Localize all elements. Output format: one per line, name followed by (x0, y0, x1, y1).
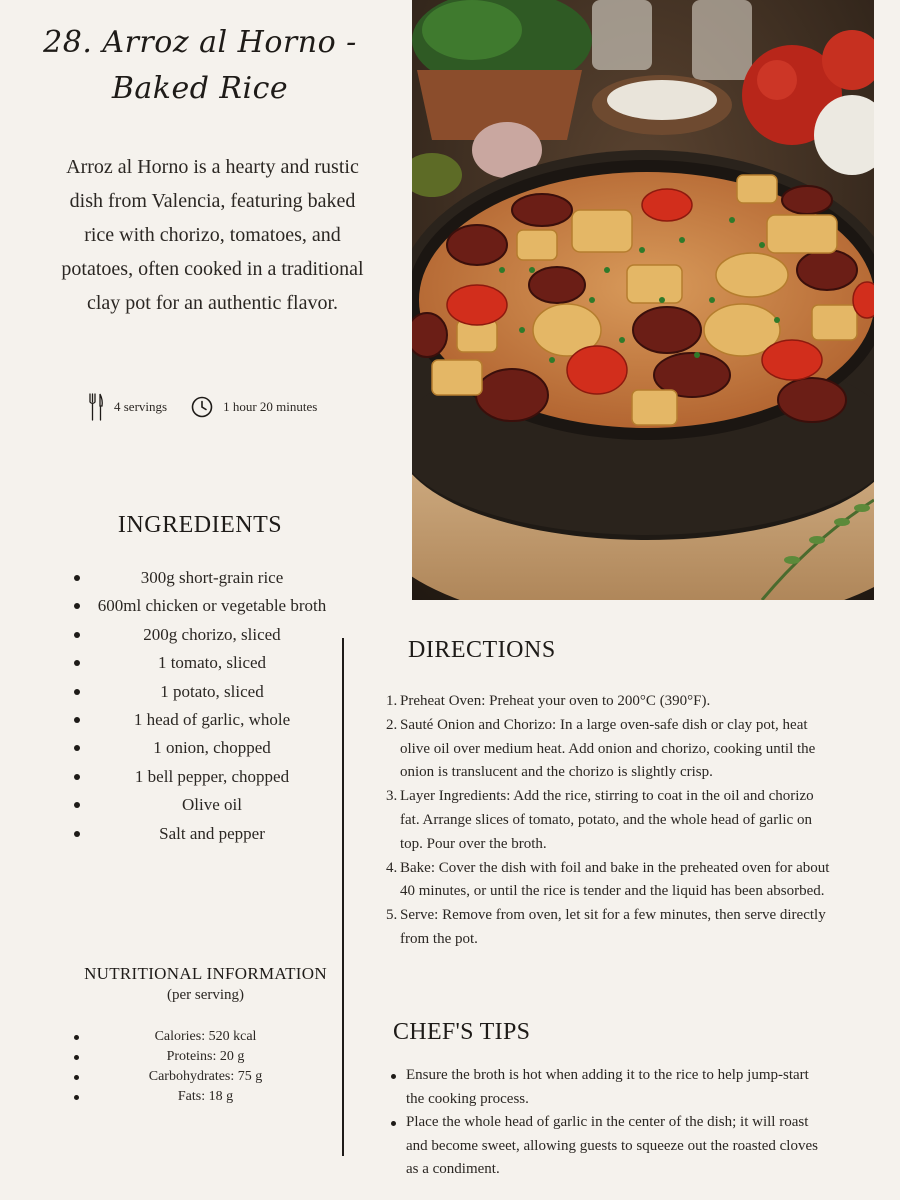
ingredient-item: 1 bell pepper, chopped (68, 763, 348, 791)
nutrition-item: Fats: 18 g (68, 1087, 343, 1107)
servings-label: 4 servings (114, 399, 168, 414)
step-text: Layer Ingredients: Add the rice, stirring to coat in the oil and chorizo fat. Arrange slices of tomato, potato, and the whole head of garlic on top. Pour over the broth. (400, 788, 814, 852)
nutrition-item: Carbohydrates: 75 g (68, 1067, 343, 1087)
baked-rice-dish-photo (412, 0, 874, 600)
ingredient-item: Salt and pepper (68, 820, 348, 848)
direction-step (386, 785, 831, 856)
recipe-title-line-1: 28. Arroz al Horno - (43, 25, 357, 60)
step-text: Serve: Remove from oven, let sit for a few minutes, then serve directly from the pot. (400, 907, 826, 947)
ingredients-list (68, 564, 348, 848)
step-number: 2. (386, 716, 398, 733)
tip-item: Place the whole head of garlic in the center of the dish; it will roast and become sweet, allowing guests to squeeze out the roasted cloves as a condiment. (386, 1111, 826, 1182)
clock-icon (191, 396, 213, 418)
time-info (191, 396, 317, 418)
ingredient-item: Olive oil (68, 791, 348, 819)
direction-step (386, 904, 831, 952)
time-label: 1 hour 20 minutes (223, 399, 318, 414)
column-divider (342, 638, 344, 1156)
chefs-tips-list (386, 1064, 826, 1182)
directions-title: DIRECTIONS (408, 637, 556, 663)
recipe-title-line-2: Baked Rice (111, 71, 289, 106)
ingredient-item: 1 potato, sliced (68, 678, 348, 706)
step-number: 4. (386, 859, 398, 876)
dish-illustration (412, 0, 874, 600)
ingredient-item: 1 onion, chopped (68, 734, 348, 762)
ingredient-item: 600ml chicken or vegetable broth (68, 592, 348, 620)
fork-knife-icon (88, 392, 104, 422)
ingredient-item: 300g short-grain rice (68, 564, 348, 592)
nutrition-list (68, 1027, 343, 1107)
ingredients-title: INGREDIENTS (117, 512, 283, 538)
nutrition-item: Calories: 520 kcal (68, 1027, 343, 1047)
nutrition-subtitle: (per serving) (166, 987, 245, 1003)
direction-step (386, 714, 831, 785)
recipe-title (40, 20, 360, 112)
step-number: 3. (386, 788, 398, 805)
ingredient-item: 1 head of garlic, whole (68, 706, 348, 734)
step-number: 1. (386, 693, 398, 709)
recipe-intro: Arroz al Horno is a hearty and rustic dish from Valencia, featuring baked rice with chorizo, tomatoes, and potatoes, often cooked in a traditional clay pot for an authentic flavor. (61, 156, 364, 314)
nutrition-item: Proteins: 20 g (68, 1047, 343, 1067)
chefs-tips-title: CHEF'S TIPS (393, 1019, 531, 1045)
servings-info (88, 392, 167, 422)
recipe-meta (88, 392, 341, 422)
directions-list (386, 690, 831, 952)
nutrition-title: NUTRITIONAL INFORMATION (84, 964, 327, 983)
step-text: Sauté Onion and Chorizo: In a large oven-safe dish or clay pot, heat olive oil over medium heat. Add onion and chorizo, cooking until the onion is translucent and the chorizo is slightly crisp. (400, 716, 816, 781)
step-text: Preheat Oven: Preheat your oven to 200°C (390°F). (400, 693, 711, 709)
step-number: 5. (386, 907, 398, 924)
direction-step (386, 690, 831, 714)
ingredient-item: 1 tomato, sliced (68, 649, 348, 677)
direction-step (386, 857, 831, 905)
step-text: Bake: Cover the dish with foil and bake in the preheated oven for about 40 minutes, or until the rice is tender and the liquid has been absorbed. (400, 859, 830, 900)
ingredient-item: 200g chorizo, sliced (68, 621, 348, 649)
tip-item: Ensure the broth is hot when adding it to the rice to help jump-start the cooking process. (386, 1064, 826, 1111)
